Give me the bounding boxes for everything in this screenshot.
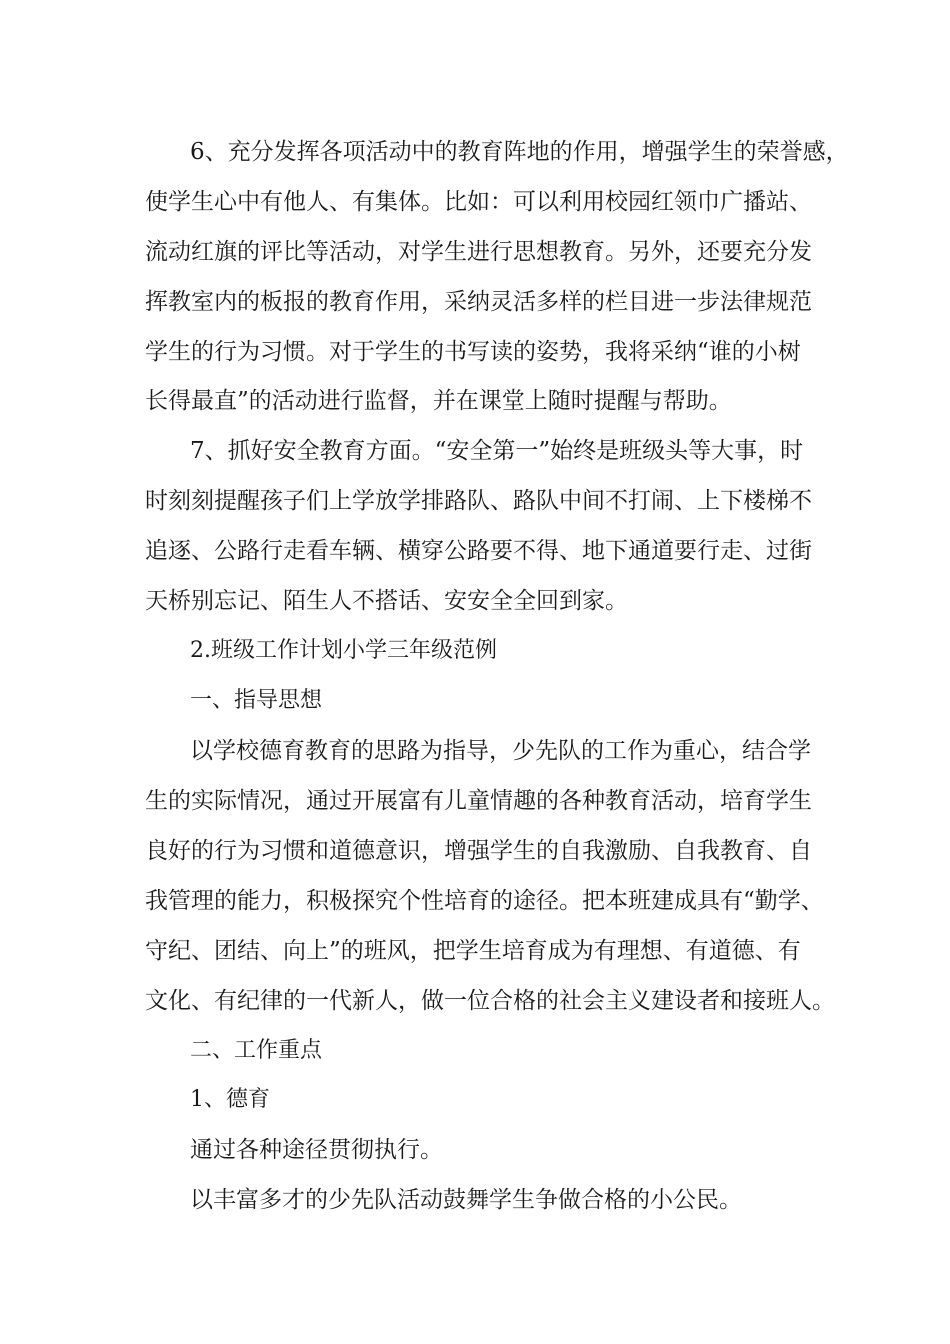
paragraph-7-line-3: 追逐、公路行走看车辆、横穿公路要不得、地下通道要行走、过街 [145,538,812,564]
paragraph-6-line-4: 挥教室内的板报的教育作用，采纳灵活多样的栏目进一步法律规范 [145,289,812,315]
heading-moral-education: 1、德育 [190,1087,270,1112]
paragraph-7-line-2: 时刻刻提醒孩子们上学放学排路队、路队中间不打闹、上下楼梯不 [145,488,812,514]
paragraph-6-line-2: 使学生心中有他人、有集体。比如：可以利用校园红领巾广播站、 [145,189,812,215]
section-title: 2.班级工作计划小学三年级范例 [190,638,497,663]
moral-line-2: 以丰富多才的少先队活动鼓舞学生争做合格的小公民。 [190,1187,742,1213]
paragraph-6-line-5: 学生的行为习惯。对于学生的书写读的姿势，我将采纳“谁的小树 [145,339,801,365]
paragraph-6-line-3: 流动红旗的评比等活动，对学生进行思想教育。另外，还要充分发 [145,239,812,265]
moral-line-1: 通过各种途径贯彻执行。 [190,1137,443,1163]
ideology-line-1: 以学校德育教育的思路为指导，少先队的工作为重心，结合学 [190,738,811,764]
heading-work-focus: 二、工作重点 [190,1038,323,1063]
paragraph-6-line-6: 长得最直”的活动进行监督，并在课堂上随时提醒与帮助。 [145,388,732,414]
heading-guiding-ideology: 一、指导思想 [190,688,323,713]
ideology-line-3: 良好的行为习惯和道德意识，增强学生的自我激励、自我教育、自 [145,838,812,864]
ideology-line-5: 守纪、团结、向上”的班风，把学生培育成为有理想、有道德、有 [145,938,801,964]
ideology-line-2: 生的实际情况，通过开展富有儿童情趣的各种教育活动，培育学生 [145,788,812,814]
ideology-line-4: 我管理的能力，积极探究个性培育的途径。把本班建成具有“勤学、 [145,888,824,914]
paragraph-7-line-1: 7、抓好安全教育方面。“安全第一”始终是班级头等大事，时 [190,438,804,464]
paragraph-7-line-4: 天桥别忘记、陌生人不搭话、安安全全回到家。 [145,588,628,614]
ideology-line-6: 文化、有纪律的一代新人，做一位合格的社会主义建设者和接班人。 [145,988,835,1014]
paragraph-6-line-1: 6、充分发挥各项活动中的教育阵地的作用，增强学生的荣誉感， [190,139,849,165]
